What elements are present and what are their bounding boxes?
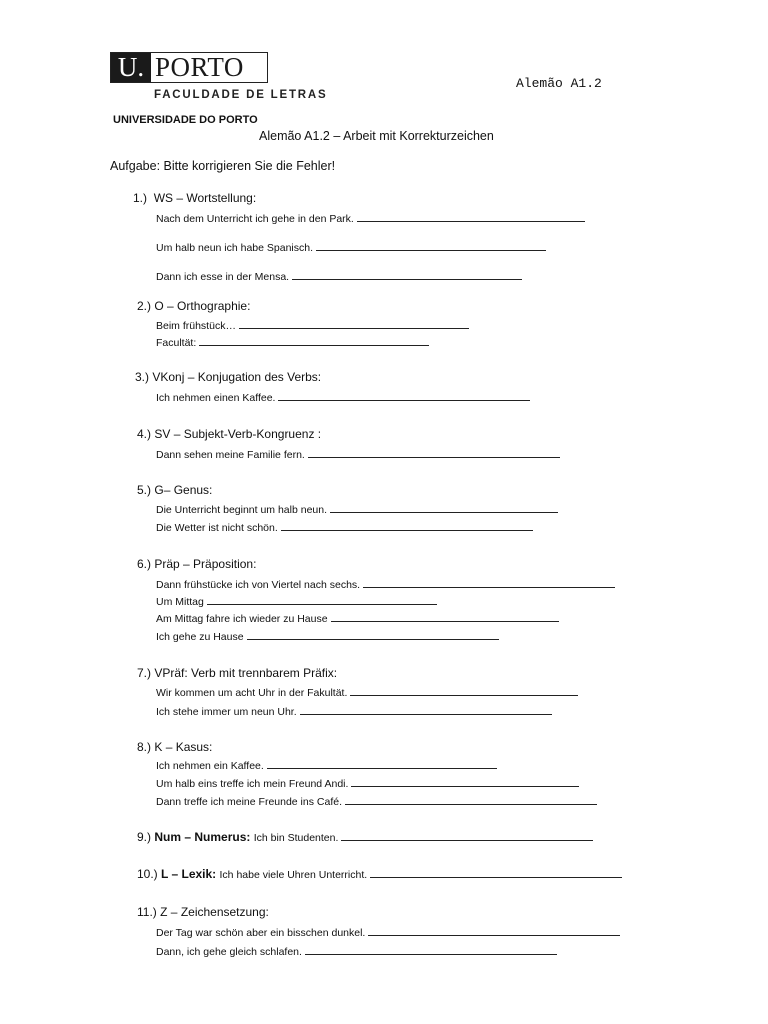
sentence: Dann ich esse in der Mensa.: [156, 271, 290, 283]
uporto-logo: [110, 52, 268, 83]
exercise-line: [156, 776, 579, 790]
answer-blank[interactable]: [341, 830, 593, 841]
answer-blank[interactable]: [199, 335, 429, 346]
section-number: 1.): [133, 191, 148, 205]
sentence: Ich habe viele Uhren Unterricht.: [219, 869, 368, 881]
answer-blank[interactable]: [316, 240, 546, 251]
answer-blank[interactable]: [292, 269, 522, 280]
section-3-heading: [135, 370, 321, 384]
answer-blank[interactable]: [239, 318, 469, 329]
answer-blank[interactable]: [331, 611, 559, 622]
answer-blank[interactable]: [278, 390, 530, 401]
section-number: 10.): [137, 867, 158, 881]
section-1-heading: [133, 191, 256, 205]
logo-faculty: FACULDADE DE LETRAS: [154, 89, 328, 101]
section-title: Präp – Präposition:: [154, 557, 257, 571]
answer-blank[interactable]: [357, 211, 585, 222]
exercise-line: [156, 335, 429, 349]
exercise-line: [156, 447, 560, 461]
exercise-line: [156, 944, 557, 958]
section-number: 5.): [137, 483, 152, 497]
exercise-line: [156, 240, 546, 254]
sentence: Facultät:: [156, 337, 197, 349]
section-title: Num – Numerus:: [154, 830, 251, 844]
exercise-line: [156, 704, 552, 718]
answer-blank[interactable]: [351, 776, 579, 787]
exercise-line: [156, 629, 499, 643]
section-number: 2.): [137, 299, 152, 313]
worksheet-title: Alemão A1.2 – Arbeit mit Korrekturzeichen: [259, 129, 494, 143]
section-number: 8.): [137, 740, 152, 754]
exercise-line: [156, 390, 530, 404]
exercise-line: [156, 577, 615, 591]
answer-blank[interactable]: [281, 520, 533, 531]
sentence: Beim frühstück…: [156, 320, 236, 332]
section-title: SV – Subjekt-Verb-Kongruenz :: [154, 427, 322, 441]
course-tag: Alemão A1.2: [516, 76, 602, 91]
section-title: G– Genus:: [154, 483, 213, 497]
section-number: 4.): [137, 427, 152, 441]
answer-blank[interactable]: [267, 758, 497, 769]
section-number: 3.): [135, 370, 150, 384]
sentence: Dann treffe ich meine Freunde ins Café.: [156, 796, 342, 808]
answer-blank[interactable]: [247, 629, 499, 640]
section-title: VKonj – Konjugation des Verbs:: [152, 370, 322, 384]
section-title: Z – Zeichensetzung:: [160, 905, 269, 919]
answer-blank[interactable]: [300, 704, 552, 715]
exercise-line: [156, 925, 620, 939]
task-instruction: Aufgabe: Bitte korrigieren Sie die Fehler!: [110, 159, 336, 173]
sentence: Ich stehe immer um neun Uhr.: [156, 706, 297, 718]
answer-blank[interactable]: [368, 925, 620, 936]
sentence: Die Wetter ist nicht schön.: [156, 522, 278, 534]
answer-blank[interactable]: [345, 794, 597, 805]
answer-blank[interactable]: [305, 944, 557, 955]
logo-porto: PORTO: [155, 52, 244, 82]
section-title: L – Lexik:: [161, 867, 217, 881]
sentence: Nach dem Unterricht ich gehe in den Park.: [156, 213, 354, 225]
sentence: Um halb neun ich habe Spanisch.: [156, 242, 314, 254]
exercise-line: [156, 269, 522, 283]
section-2-heading: [137, 299, 250, 313]
exercise-line: [156, 594, 437, 608]
sentence: Die Unterricht beginnt um halb neun.: [156, 504, 328, 516]
section-number: 7.): [137, 666, 152, 680]
sentence: Dann frühstücke ich von Viertel nach sechs.: [156, 579, 361, 591]
section-5-heading: [137, 483, 212, 497]
section-number: 9.): [137, 830, 152, 844]
sentence: Dann, ich gehe gleich schlafen.: [156, 946, 302, 958]
section-4-heading: [137, 427, 321, 441]
section-9-heading: [137, 830, 593, 844]
section-title: WS – Wortstellung:: [153, 191, 257, 205]
exercise-line: [156, 794, 597, 808]
answer-blank[interactable]: [370, 867, 622, 878]
section-8-heading: [137, 740, 212, 754]
exercise-line: [156, 611, 559, 625]
answer-blank[interactable]: [308, 447, 560, 458]
sentence: Ich bin Studenten.: [253, 832, 339, 844]
exercise-line: [156, 520, 533, 534]
sentence: Am Mittag fahre ich wieder zu Hause: [156, 613, 328, 625]
sentence: Ich nehmen einen Kaffee.: [156, 392, 276, 404]
answer-blank[interactable]: [330, 502, 558, 513]
sentence: Ich nehmen ein Kaffee.: [156, 760, 264, 772]
exercise-line: [156, 685, 578, 699]
answer-blank[interactable]: [363, 577, 615, 588]
sentence: Ich gehe zu Hause: [156, 631, 244, 643]
section-11-heading: [137, 905, 269, 919]
answer-blank[interactable]: [207, 594, 437, 605]
answer-blank[interactable]: [350, 685, 578, 696]
section-title: K – Kasus:: [154, 740, 213, 754]
section-10-heading: [137, 867, 622, 881]
exercise-line: [156, 758, 497, 772]
section-6-heading: [137, 557, 256, 571]
section-7-heading: [137, 666, 337, 680]
sentence: Dann sehen meine Familie fern.: [156, 449, 305, 461]
exercise-line: [156, 318, 469, 332]
sentence: Wir kommen um acht Uhr in der Fakultät.: [156, 687, 348, 699]
university-name: UNIVERSIDADE DO PORTO: [113, 114, 258, 126]
sentence: Um halb eins treffe ich mein Freund Andi.: [156, 778, 349, 790]
sentence: Um Mittag: [156, 596, 204, 608]
exercise-line: [156, 211, 585, 225]
section-title: VPräf: Verb mit trennbarem Präfix:: [154, 666, 338, 680]
logo-u: U.: [111, 53, 151, 82]
section-title: O – Orthographie:: [154, 299, 251, 313]
exercise-line: [156, 502, 558, 516]
sentence: Der Tag war schön aber ein bisschen dunkel.: [156, 927, 366, 939]
section-number: 11.): [137, 905, 157, 919]
section-number: 6.): [137, 557, 152, 571]
